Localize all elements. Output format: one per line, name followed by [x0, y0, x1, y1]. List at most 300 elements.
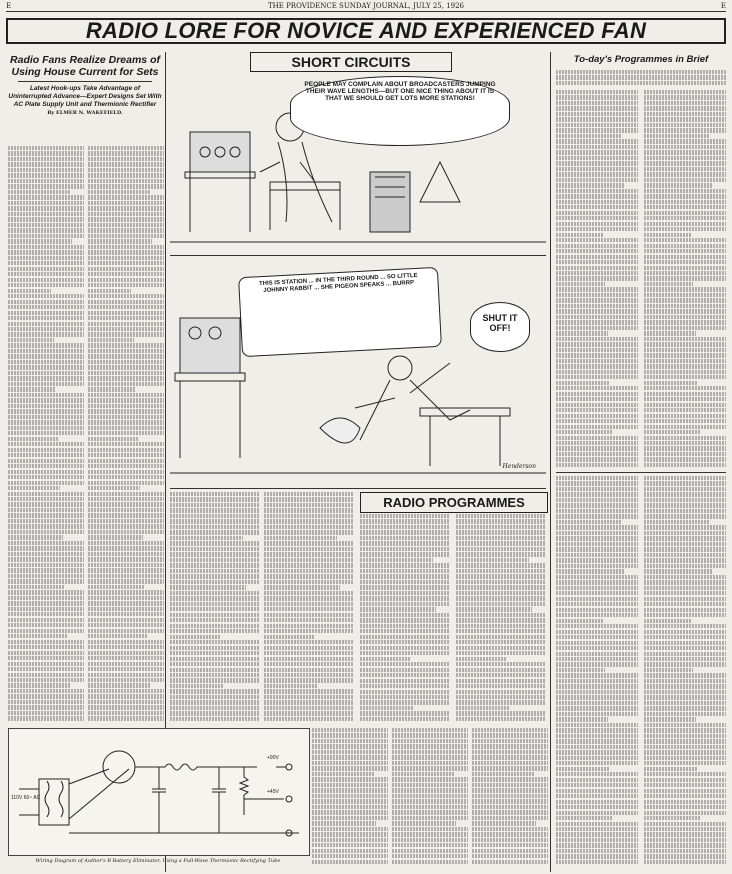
text-line — [360, 618, 450, 622]
text-line — [8, 294, 84, 298]
text-line — [88, 448, 164, 452]
text-line — [264, 585, 340, 589]
text-line — [644, 739, 726, 743]
text-line — [556, 326, 638, 330]
text-line — [88, 332, 164, 336]
text-line — [264, 519, 354, 523]
text-line — [556, 503, 638, 507]
text-line — [8, 683, 70, 687]
text-line — [644, 156, 726, 160]
text-line — [472, 777, 548, 781]
text-line — [556, 304, 638, 308]
text-line — [456, 530, 546, 534]
text-line — [392, 805, 468, 809]
text-line — [644, 375, 726, 379]
text-line — [472, 849, 548, 853]
text-line — [8, 256, 84, 260]
text-line — [644, 564, 726, 568]
text-line — [360, 514, 450, 518]
text-line — [556, 117, 638, 121]
text-line — [472, 744, 548, 748]
text-line — [644, 145, 726, 149]
text-line — [8, 519, 84, 523]
text-line — [456, 541, 546, 545]
text-line — [170, 700, 260, 704]
text-line — [644, 353, 726, 357]
text-line — [644, 244, 726, 248]
text-line — [644, 701, 726, 705]
text-line — [88, 705, 164, 709]
text-line — [8, 311, 84, 315]
text-line — [556, 860, 638, 864]
text-line — [8, 431, 84, 435]
text-line — [88, 327, 164, 331]
text-line — [170, 717, 260, 721]
text-line — [264, 530, 354, 534]
text-line — [360, 547, 450, 551]
text-line — [8, 656, 84, 660]
text-line — [644, 602, 726, 606]
text-line — [472, 821, 536, 825]
text-line — [556, 783, 638, 787]
text-line — [170, 547, 260, 551]
text-line — [556, 613, 638, 617]
text-line — [556, 194, 638, 198]
text-line — [8, 305, 84, 309]
text-line — [644, 673, 726, 677]
text-line — [8, 634, 67, 638]
text-line — [556, 139, 638, 143]
text-line — [644, 706, 726, 710]
text-line — [556, 200, 638, 204]
text-line — [8, 645, 84, 649]
text-line — [392, 788, 468, 792]
text-line — [8, 404, 84, 408]
text-line — [170, 519, 260, 523]
text-line — [556, 673, 638, 677]
text-line — [8, 398, 84, 402]
text-line — [312, 794, 388, 798]
text-line — [8, 568, 84, 572]
text-line — [360, 673, 450, 677]
text-line — [644, 452, 726, 456]
text-line — [556, 172, 638, 176]
text-line — [8, 393, 84, 397]
text-line — [170, 492, 260, 496]
text-line — [556, 260, 638, 264]
text-line — [644, 684, 726, 688]
text-line — [556, 734, 638, 738]
diagram-label-ac: 110V 60~ AC — [11, 795, 41, 801]
text-line — [264, 602, 354, 606]
text-line — [456, 662, 546, 666]
text-line — [88, 365, 164, 369]
text-line — [392, 794, 468, 798]
text-line — [644, 128, 726, 132]
text-line — [644, 745, 726, 749]
text-line — [264, 514, 354, 518]
text-line — [360, 706, 414, 710]
text-line — [8, 530, 84, 534]
text-line — [556, 244, 638, 248]
text-line — [8, 579, 84, 583]
text-line — [556, 553, 638, 557]
text-line — [644, 211, 726, 215]
text-line — [644, 101, 726, 105]
text-line — [392, 810, 468, 814]
text-line — [264, 541, 354, 545]
text-line — [392, 772, 454, 776]
text-line — [556, 397, 638, 401]
text-line — [8, 201, 84, 205]
text-line — [644, 816, 701, 820]
text-line — [644, 854, 726, 858]
text-line — [644, 167, 726, 171]
text-line — [8, 245, 84, 249]
text-line — [556, 739, 638, 743]
text-line — [88, 513, 164, 517]
text-line — [644, 635, 726, 639]
text-line — [556, 457, 638, 461]
text-line — [8, 607, 84, 611]
text-line — [170, 596, 260, 600]
text-line — [556, 70, 726, 74]
text-line — [88, 711, 164, 715]
text-line — [456, 618, 546, 622]
text-line — [472, 750, 548, 754]
text-line — [644, 514, 726, 518]
text-line — [644, 342, 726, 346]
text-line — [88, 502, 164, 506]
text-line — [556, 822, 638, 826]
text-line — [392, 783, 468, 787]
text-line — [644, 112, 726, 116]
text-line — [88, 612, 164, 616]
text-line — [644, 222, 726, 226]
text-line — [644, 392, 726, 396]
text-line — [360, 629, 450, 633]
stations-col1 — [556, 476, 638, 868]
text-line — [88, 645, 164, 649]
text-line — [644, 536, 726, 540]
text-line — [8, 343, 84, 347]
text-line — [88, 376, 164, 380]
text-line — [8, 316, 84, 320]
text-line — [88, 228, 164, 232]
text-line — [360, 717, 450, 721]
text-line — [556, 706, 638, 710]
text-line — [8, 481, 84, 485]
text-line — [556, 717, 608, 721]
text-line — [88, 354, 164, 358]
text-line — [456, 695, 546, 699]
text-line — [88, 552, 164, 556]
text-line — [556, 843, 638, 847]
text-line — [8, 541, 84, 545]
text-line — [556, 646, 638, 650]
text-line — [8, 272, 84, 276]
text-line — [644, 293, 726, 297]
text-line — [88, 371, 164, 375]
center-article-col1 — [170, 492, 260, 726]
text-line — [88, 563, 164, 567]
text-line — [88, 168, 164, 172]
text-line — [456, 700, 546, 704]
text-line — [556, 161, 638, 165]
text-line — [360, 613, 450, 617]
text-line — [644, 509, 726, 513]
text-line — [264, 492, 354, 496]
text-line — [8, 179, 84, 183]
text-line — [360, 536, 450, 540]
text-line — [264, 684, 318, 688]
text-line — [360, 700, 450, 704]
left-deck: Latest Hook-ups Take Advantage of Uninterrupted Advance—Expert Designs Set With AC Plate Supply Unit and Thermionic Rectifier — [8, 85, 162, 108]
text-line — [8, 283, 84, 287]
text-line — [556, 414, 638, 418]
text-line — [264, 695, 354, 699]
text-line — [264, 706, 354, 710]
text-line — [556, 315, 638, 319]
text-line — [392, 777, 468, 781]
text-line — [8, 278, 84, 282]
text-line — [556, 364, 638, 368]
text-line — [644, 860, 726, 864]
text-line — [8, 678, 84, 682]
text-line — [8, 470, 84, 474]
text-line — [392, 739, 468, 743]
text-line — [170, 689, 260, 693]
text-line — [556, 591, 638, 595]
text-line — [644, 364, 726, 368]
text-line — [644, 822, 726, 826]
text-line — [644, 624, 726, 628]
text-line — [644, 750, 726, 754]
text-line — [644, 227, 726, 231]
text-line — [556, 222, 638, 226]
text-line — [556, 337, 638, 341]
text-line — [8, 250, 84, 254]
speech-bubble-2: THIS IS STATION ... IN THE THIRD ROUND ... SO LITTLE JOHNNY RABBIT ... SHE PIGEON SPEAKS ... BURRP — [238, 267, 442, 357]
text-line — [360, 525, 450, 529]
text-line — [456, 717, 546, 721]
text-line — [644, 304, 726, 308]
text-line — [88, 700, 164, 704]
text-line — [360, 569, 450, 573]
text-line — [88, 431, 164, 435]
text-line — [644, 641, 726, 645]
text-line — [8, 300, 84, 304]
text-line — [264, 591, 354, 595]
text-line — [312, 821, 376, 825]
text-line — [556, 838, 638, 842]
text-line — [88, 579, 164, 583]
text-line — [312, 750, 388, 754]
text-line — [456, 624, 546, 628]
text-line — [170, 673, 260, 677]
text-line — [556, 266, 638, 270]
text-line — [8, 601, 84, 605]
text-line — [556, 525, 638, 529]
text-line — [8, 332, 84, 336]
text-line — [8, 590, 84, 594]
text-line — [312, 755, 388, 759]
text-line — [644, 525, 726, 529]
text-line — [556, 386, 638, 390]
text-line — [170, 514, 260, 518]
text-line — [556, 128, 638, 132]
text-line — [360, 668, 450, 672]
text-line — [88, 239, 152, 243]
paper-dateline: THE PROVIDENCE SUNDAY JOURNAL, JULY 25, 1926 — [267, 2, 465, 10]
text-line — [88, 673, 164, 677]
text-line — [556, 419, 638, 423]
text-line — [556, 112, 638, 116]
text-line — [556, 134, 622, 138]
text-line — [88, 343, 164, 347]
text-line — [556, 370, 638, 374]
text-line — [644, 446, 726, 450]
text-line — [360, 530, 450, 534]
text-line — [556, 564, 638, 568]
text-line — [556, 476, 638, 480]
text-line — [556, 106, 638, 110]
text-line — [264, 662, 354, 666]
text-line — [556, 679, 638, 683]
text-line — [264, 508, 354, 512]
text-line — [8, 716, 84, 720]
text-line — [170, 585, 246, 589]
text-line — [88, 322, 164, 326]
text-line — [170, 552, 260, 556]
text-line — [644, 189, 726, 193]
text-line — [170, 640, 260, 644]
text-line — [392, 843, 468, 847]
text-line — [264, 668, 354, 672]
text-line — [264, 536, 337, 540]
text-line — [88, 656, 164, 660]
text-line — [8, 382, 84, 386]
text-line — [170, 563, 260, 567]
text-line — [644, 630, 726, 634]
text-line — [456, 711, 546, 715]
text-line — [644, 205, 726, 209]
text-line — [556, 75, 726, 79]
text-line — [644, 586, 726, 590]
text-line — [170, 530, 260, 534]
text-line — [644, 233, 691, 237]
text-line — [472, 799, 548, 803]
text-line — [456, 706, 510, 710]
text-line — [556, 233, 603, 237]
text-line — [8, 234, 84, 238]
text-line — [312, 860, 388, 864]
text-line — [170, 684, 224, 688]
text-line — [556, 481, 638, 485]
text-line — [360, 690, 450, 694]
column-rule — [550, 52, 551, 872]
text-line — [170, 695, 260, 699]
text-line — [360, 646, 450, 650]
text-line — [644, 266, 726, 270]
text-line — [392, 832, 468, 836]
text-line — [556, 408, 638, 412]
text-line — [644, 331, 696, 335]
text-line — [644, 794, 726, 798]
text-line — [644, 547, 726, 551]
text-line — [556, 446, 638, 450]
text-line — [88, 387, 136, 391]
text-line — [556, 816, 613, 820]
text-line — [556, 452, 638, 456]
text-line — [456, 514, 546, 518]
programmes-col2 — [456, 514, 546, 726]
text-line — [556, 353, 638, 357]
text-line — [556, 778, 638, 782]
programmes-col4 — [392, 728, 468, 868]
text-line — [88, 157, 164, 161]
text-line — [88, 530, 164, 534]
text-line — [556, 255, 638, 259]
text-line — [88, 184, 164, 188]
center-article-col2 — [264, 492, 354, 726]
text-line — [360, 552, 450, 556]
text-line — [360, 574, 450, 578]
text-line — [312, 810, 388, 814]
text-line — [8, 387, 56, 391]
text-line — [88, 420, 164, 424]
text-line — [88, 535, 143, 539]
text-line — [556, 95, 638, 99]
text-line — [556, 619, 603, 623]
text-line — [88, 492, 164, 496]
text-line — [556, 238, 638, 242]
text-line — [556, 436, 638, 440]
text-line — [644, 805, 726, 809]
text-line — [312, 788, 388, 792]
text-line — [456, 679, 546, 683]
text-line — [88, 519, 164, 523]
text-line — [644, 326, 726, 330]
text-line — [472, 832, 548, 836]
text-line — [170, 580, 260, 584]
panel-divider — [170, 255, 546, 256]
text-line — [556, 547, 638, 551]
text-line — [644, 597, 726, 601]
text-line — [644, 436, 726, 440]
text-line — [88, 162, 164, 166]
text-line — [644, 134, 710, 138]
text-line — [264, 497, 354, 501]
text-line — [312, 849, 388, 853]
text-line — [312, 744, 388, 748]
text-line — [170, 646, 260, 650]
diagram-label-90v: +90V — [267, 755, 279, 761]
text-line — [170, 662, 260, 666]
programmes-col1 — [360, 514, 450, 726]
text-line — [556, 282, 605, 286]
todays-intro — [556, 70, 726, 88]
text-line — [644, 591, 726, 595]
text-line — [8, 662, 84, 666]
todays-col1 — [556, 90, 638, 470]
text-line — [264, 651, 354, 655]
text-line — [88, 360, 164, 364]
text-line — [88, 223, 164, 227]
text-line — [644, 531, 726, 535]
text-line — [644, 652, 726, 656]
text-line — [8, 705, 84, 709]
